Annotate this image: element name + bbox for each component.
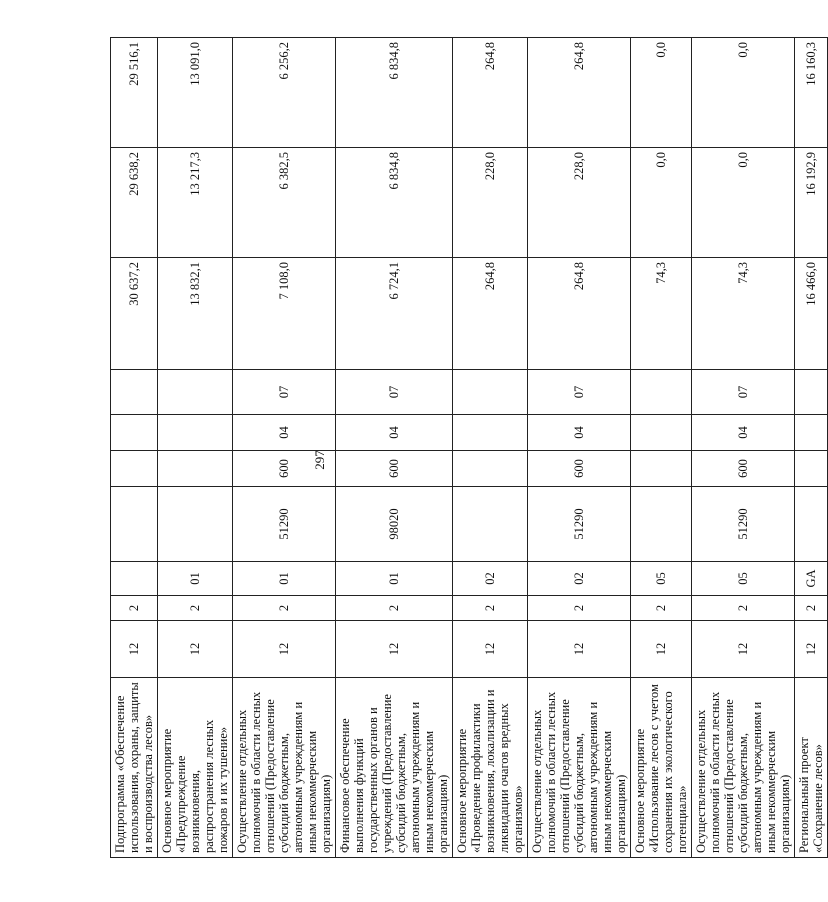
cell-c2: 2 [795,596,828,621]
table-row [453,38,528,858]
row-name: Основное мероприятие «Проведение профилактики возникновения, локализации и ликвидации очагов вредных организмов» [453,678,528,858]
cell-c3: 02 [453,562,528,596]
cell-c6 [158,415,233,451]
cell-v1: 264,8 [528,258,631,370]
table-row [158,38,233,858]
cell-v1: 13 832,1 [158,258,233,370]
cell-c4 [631,487,692,562]
cell-v2: 13 217,3 [158,148,233,258]
cell-c2: 2 [692,596,795,621]
cell-v2: 0,0 [692,148,795,258]
cell-c5: 600 [233,451,336,487]
cell-c1: 12 [528,621,631,678]
cell-c4 [453,487,528,562]
cell-v1: 30 637,2 [111,258,158,370]
cell-v1: 74,3 [631,258,692,370]
cell-c7 [111,370,158,415]
cell-c6: 04 [336,415,453,451]
cell-c3: 05 [631,562,692,596]
cell-c7: 07 [528,370,631,415]
cell-c7 [453,370,528,415]
row-name: Финансовое обеспечение выполнения функций государственных органов и учреждений (Предоставление субсидий бюджетным, автономным учреждениям и иным некоммерческим организациям) [336,678,453,858]
cell-c5 [453,451,528,487]
row-name: Подпрограмма «Обеспечение использования, охраны, защиты и воспроизводства лесов» [111,678,158,858]
cell-c3: 02 [528,562,631,596]
cell-c1: 12 [158,621,233,678]
cell-c5: 600 [528,451,631,487]
cell-v1: 264,8 [453,258,528,370]
row-name: Основное мероприятие «Предупреждение возникновения, распространения лесных пожаров и их тушение» [158,678,233,858]
cell-c5 [158,451,233,487]
cell-c3: 01 [158,562,233,596]
cell-v3: 13 091,0 [158,38,233,148]
cell-c2: 2 [158,596,233,621]
table-row [631,38,692,858]
cell-v3: 264,8 [528,38,631,148]
cell-v3: 0,0 [631,38,692,148]
cell-c5: 600 [692,451,795,487]
cell-c3 [111,562,158,596]
cell-v1: 6 724,1 [336,258,453,370]
cell-c2: 2 [336,596,453,621]
cell-c4: 51290 [692,487,795,562]
cell-c3: 01 [233,562,336,596]
cell-c1: 12 [795,621,828,678]
cell-c1: 12 [631,621,692,678]
cell-c6 [453,415,528,451]
row-name: Осуществление отдельных полномочий в области лесных отношений (Предоставление субсидий бюджетным, автономным учреждениям и иным некоммерческим организациям) [528,678,631,858]
cell-v1: 16 466,0 [795,258,828,370]
row-name: Основное мероприятие «Использование лесов с учетом сохранения их экологического потенциала» [631,678,692,858]
cell-v3: 6 834,8 [336,38,453,148]
cell-c7 [631,370,692,415]
cell-c5 [111,451,158,487]
cell-v3: 16 160,3 [795,38,828,148]
cell-c4 [795,487,828,562]
cell-v2: 6 834,8 [336,148,453,258]
cell-v2: 0,0 [631,148,692,258]
cell-v2: 6 382,5 [233,148,336,258]
cell-c5: 600 [336,451,453,487]
cell-c3: 01 [336,562,453,596]
cell-c4 [158,487,233,562]
rotated-table-container [110,38,825,858]
cell-c5 [795,451,828,487]
cell-v3: 29 516,1 [111,38,158,148]
cell-c1: 12 [692,621,795,678]
table-row [233,38,336,858]
cell-c4: 51290 [528,487,631,562]
cell-c1: 12 [336,621,453,678]
cell-v2: 228,0 [528,148,631,258]
cell-c4: 51290 [233,487,336,562]
cell-c6 [631,415,692,451]
cell-c3: 05 [692,562,795,596]
cell-c1: 12 [111,621,158,678]
cell-c6: 04 [528,415,631,451]
cell-c6 [795,415,828,451]
cell-c2: 2 [233,596,336,621]
row-name: Осуществление отдельных полномочий в области лесных отношений (Предоставление субсидий бюджетным, автономным учреждениям и иным некоммерческим организациям) [233,678,336,858]
cell-v3: 6 256,2 [233,38,336,148]
cell-v3: 0,0 [692,38,795,148]
cell-c6: 04 [692,415,795,451]
cell-c7: 07 [336,370,453,415]
cell-c2: 2 [528,596,631,621]
cell-v2: 16 192,9 [795,148,828,258]
cell-v1: 7 108,0 [233,258,336,370]
row-name: Региональный проект «Сохранение лесов» [795,678,828,858]
cell-c7 [795,370,828,415]
cell-c2: 2 [453,596,528,621]
cell-c1: 12 [233,621,336,678]
cell-c3: GA [795,562,828,596]
table-row [528,38,631,858]
budget-table [110,37,828,858]
cell-c2: 2 [631,596,692,621]
cell-c6 [111,415,158,451]
cell-v2: 228,0 [453,148,528,258]
table-row [692,38,795,858]
cell-c4 [111,487,158,562]
cell-c7 [158,370,233,415]
cell-v1: 74,3 [692,258,795,370]
cell-v2: 29 638,2 [111,148,158,258]
page-number: 297 [312,450,327,470]
cell-v3: 264,8 [453,38,528,148]
cell-c7: 07 [233,370,336,415]
row-name: Осуществление отдельных полномочий в области лесных отношений (Предоставление субсидий бюджетным, автономным учреждениям и иным некоммерческим организациям) [692,678,795,858]
cell-c2: 2 [111,596,158,621]
cell-c1: 12 [453,621,528,678]
cell-c5 [631,451,692,487]
cell-c6: 04 [233,415,336,451]
table-row [795,38,828,858]
cell-c4: 98020 [336,487,453,562]
table-row [111,38,158,858]
table-row [336,38,453,858]
cell-c7: 07 [692,370,795,415]
